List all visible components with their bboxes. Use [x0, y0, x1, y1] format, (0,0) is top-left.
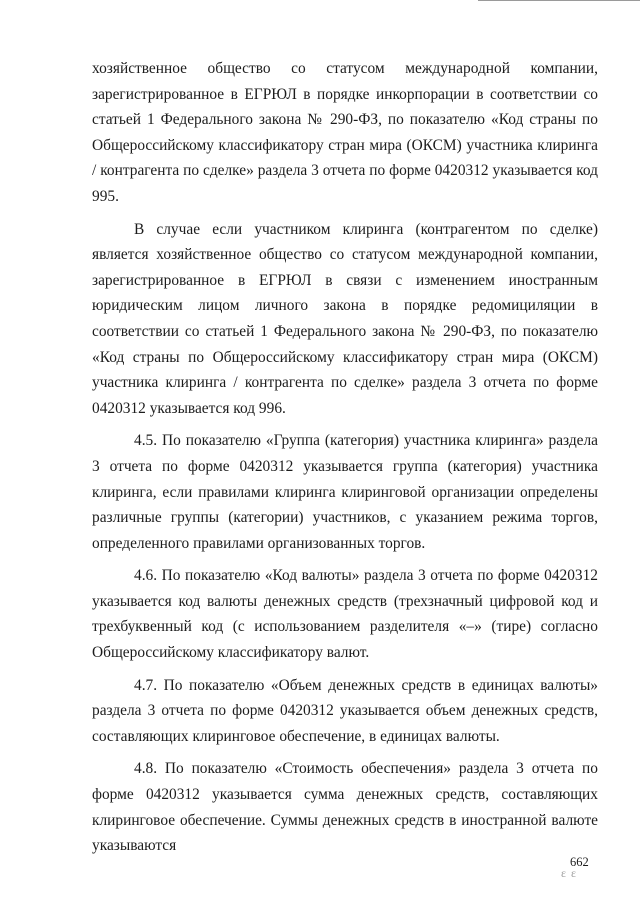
faint-stamp-mark: ε ε: [561, 866, 578, 880]
page-number: 662: [570, 855, 589, 869]
paragraph-redomiciliation: В случае если участником клиринга (контрагентом по сделке) является хозяйственное общество со статусом международной компании, зарегистрированное в ЕГРЮЛ в связи с изменением иностранным юридическим лицом личного закона в порядке редомициляции в соответствии со статьей 1 Федерального закона № 290-ФЗ, по показателю «Код страны по Общероссийскому классификатору стран мира (ОКСМ) участника клиринга / контрагента по сделке» раздела 3 отчета по форме 0420312 указывается код 996.: [92, 220, 598, 417]
top-edge-rule: [478, 0, 640, 1]
paragraph-4-8: 4.8. По показателю «Стоимость обеспечения» раздела 3 отчета по форме 0420312 указывается сумма денежных средств, составляющих клиринговое обеспечение. Суммы денежных средств в иностранной валюте указываются: [92, 760, 598, 855]
paragraph-4-6: 4.6. По показателю «Код валюты» раздела 3 отчета по форме 0420312 указывается код валюты денежных средств (трехзначный цифровой код и трехбуквенный код (с использованием разделителя «–» (тире) согласно Общероссийскому классификатору валют.: [92, 567, 598, 662]
paragraph-4-5: 4.5. По показателю «Группа (категория) участника клиринга» раздела 3 отчета по форме 0420312 указывается группа (категория) участника клиринга, если правилами клиринга клиринговой организации определены различные группы (категории) участников, с указанием режима торгов, определенного правилами организованных торгов.: [92, 432, 598, 552]
paragraph-continuation: хозяйственное общество со статусом международной компании, зарегистрированное в ЕГРЮЛ в порядке инкорпорации в соответствии со статьей 1 Федерального закона № 290-ФЗ, по показателю «Код страны по Общероссийскому классификатору стран мира (ОКСМ) участника клиринга / контрагента по сделке» раздела 3 отчета по форме 0420312 указывается код 995.: [92, 60, 598, 205]
document-body: [92, 56, 598, 859]
paragraph-4-7: 4.7. По показателю «Объем денежных средств в единицах валюты» раздела 3 отчета по форме 0420312 указывается объем денежных средств, составляющих клиринговое обеспечение, в единицах валюты.: [92, 676, 598, 745]
